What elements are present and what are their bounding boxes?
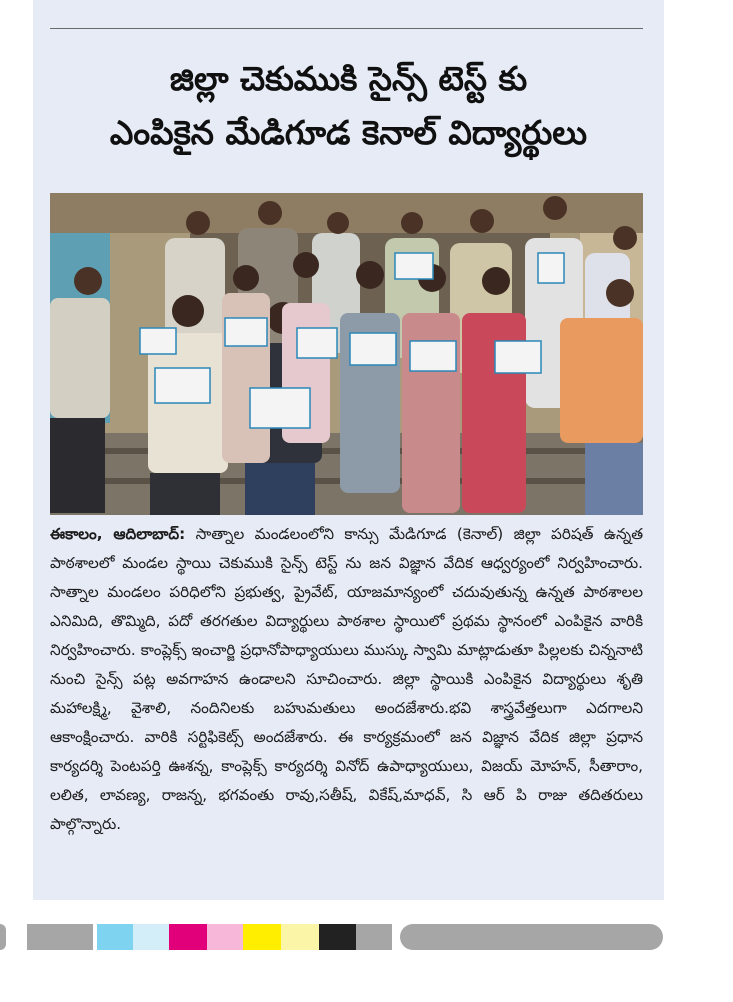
color-swatch-black [319,924,356,950]
color-bar-right [400,924,663,950]
top-divider [50,28,643,29]
color-swatch-light-magenta [207,924,243,950]
color-swatch-yellow [243,924,281,950]
headline-line-1: జిల్లా చెకుముకి సైన్స్ టెస్ట్ కు [169,59,528,98]
article-body [50,520,643,839]
article-text: సాత్నాల మండలంలోని కాన్సు మేడిగూడ (కెనాల్) జిల్లా పరిషత్ ఉన్నత పాఠశాలలో మండల స్థాయి చెకుముకి సైన్స్ టెస్ట్ ను జన విజ్ఞాన వేదిక ఆధ్వర్యంలో నిర్వహించారు. సాత్నాల మండలం పరిధిలోని ప్రభుత్వ, ప్రైవేట్, యాజమాన్యంలో చదువుతున్న ఉన్నత పాఠశాలల ఎనిమిది, తొమ్మిది, పదో తరగతుల విద్యార్థులు పాఠశాల స్థాయిలో ప్రథమ స్థానంలో ఎంపికైన వారికి నిర్వహించారు. కాంప్లెక్స్ ఇంచార్జి ప్రధానోపాధ్యాయులు ముస్కు స్వామి మాట్లాడుతూ పిల్లలకు చిన్ననాటి నుంచి సైన్స్ పట్ల అవగాహన ఉండాలని సూచించారు. జిల్లా స్థాయికి ఎంపికైన విద్యార్థులు శృతి మహాలక్ష్మి, వైశాలి, నందినిలకు బహుమతులు అందజేశారు.భవి శాస్త్రవేత్తలుగా ఎదగాలని ఆకాంక్షించారు. వారికి సర్టిఫికెట్స్ అందజేశారు. ఈ కార్యక్రమంలో జన విజ్ఞాన వేదిక జిల్లా ప్రధాన కార్యదర్శి పెంటపర్తి ఊశన్న, కాంప్లెక్స్ కార్యదర్శి వినోద్ ఉపాధ్యాయులు, విజయ్ మోహన్, సీతారాం, లలిత, లావణ్య, రాజన్న, భగవంతు రావు,సతీష్, వికేష్,మాధవ్, సి ఆర్ పి రాజు తదితరులు పాల్గొన్నారు. [50,525,644,833]
color-swatch-light-yellow [281,924,319,950]
color-bar-left-end [0,924,6,950]
group-photo-illustration [50,193,643,515]
color-swatch-light-cyan [133,924,169,950]
group-photo [50,193,643,515]
headline [40,52,657,160]
color-swatch-gray [27,924,93,950]
headline-line-2: ఎంపికైన మేడిగూడ కెనాల్ విద్యార్థులు [109,113,588,152]
color-swatch-magenta [169,924,207,950]
article-dateline: ఈకాలం, ఆదిలాబాద్: [50,525,186,543]
color-swatch-gray-2 [356,924,392,950]
color-swatch-cyan [97,924,133,950]
